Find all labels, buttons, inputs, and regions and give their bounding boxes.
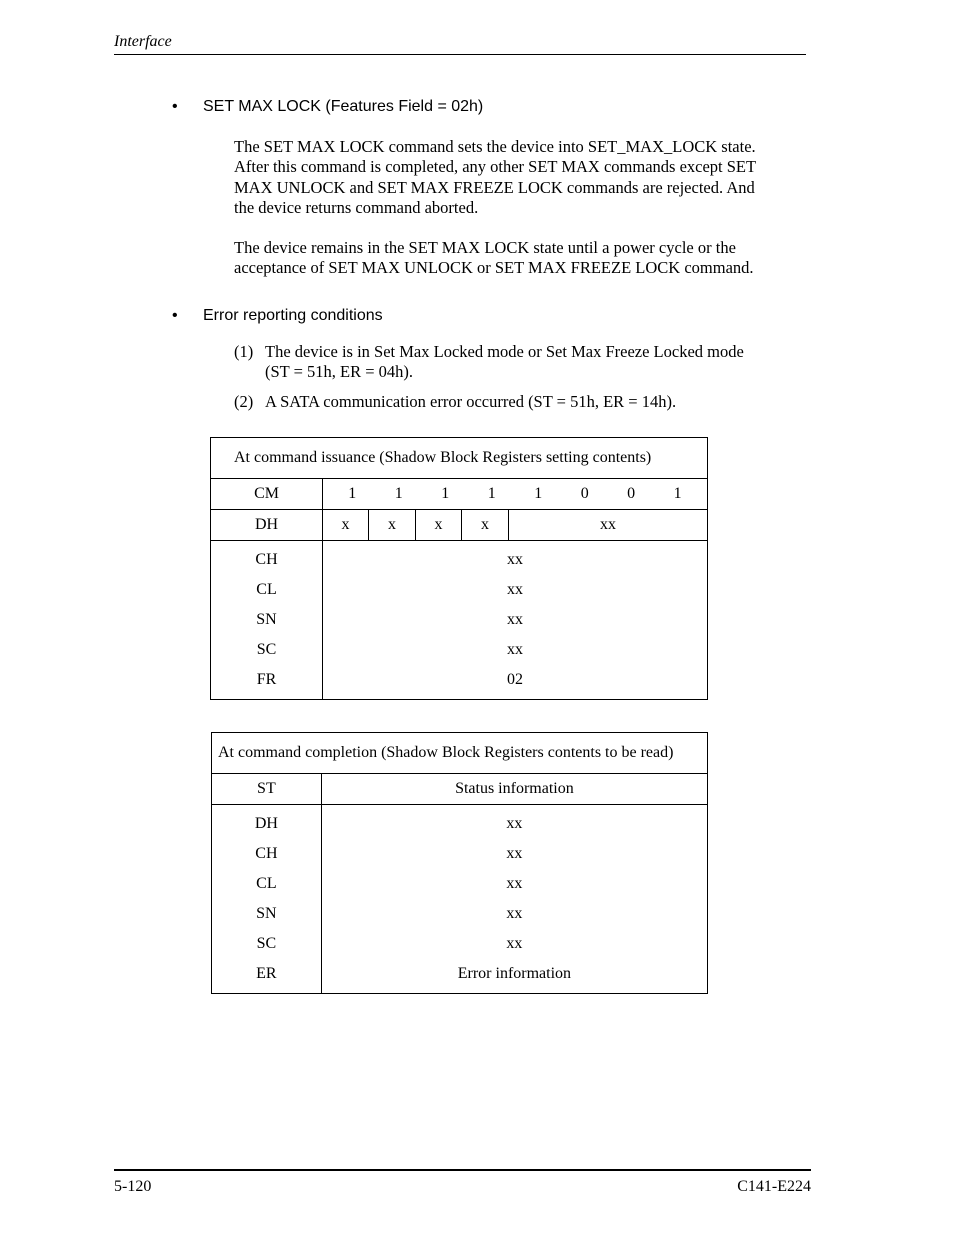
bit-value: x [416, 510, 462, 541]
register-label: CH [255, 845, 278, 862]
register-label: CH [255, 551, 278, 568]
page-number: 5-120 [114, 1178, 152, 1195]
register-value: Error information [457, 965, 572, 982]
bit-value: x [369, 510, 416, 541]
register-value: xx [506, 905, 523, 922]
text-line: The device remains in the SET MAX LOCK state until a power cycle or the [234, 238, 736, 257]
register-label: CL [256, 875, 277, 892]
paragraph-state [234, 238, 794, 279]
register-label: SN [256, 611, 277, 628]
register-label: CL [256, 581, 277, 598]
page-header [114, 33, 806, 55]
bit-value: 0 [580, 485, 589, 502]
command-issuance-table [210, 437, 708, 700]
text-line: The SET MAX LOCK command sets the device into SET_MAX_LOCK state. [234, 137, 756, 156]
text-line: (ST = 51h, ER = 04h). [265, 362, 414, 382]
text-line: acceptance of SET MAX UNLOCK or SET MAX FREEZE LOCK command. [234, 258, 754, 278]
register-value: xx [506, 875, 523, 892]
paragraph-description [234, 137, 794, 218]
register-label: FR [256, 671, 277, 688]
register-value: xx [506, 845, 523, 862]
list-number: (2) [234, 392, 254, 411]
list-number: (1) [234, 342, 254, 361]
register-values [323, 541, 708, 700]
register-label-st: ST [212, 774, 322, 805]
command-completion-table [211, 732, 708, 994]
text-line: the device returns command aborted. [234, 197, 479, 217]
bit-value: 1 [673, 485, 682, 502]
register-values [321, 805, 707, 994]
table-caption: At command completion (Shadow Block Registers contents to be read) [212, 733, 708, 774]
bit-value: x [323, 510, 369, 541]
status-information: Status information [321, 774, 707, 805]
bit-value: 1 [534, 485, 543, 502]
bit-value: 0 [627, 485, 636, 502]
register-value: xx [507, 551, 524, 568]
register-value: xx [507, 581, 524, 598]
register-value: xx [506, 935, 523, 952]
text-line: After this command is completed, any other SET MAX commands except SET [234, 157, 757, 177]
register-value: 02 [507, 671, 524, 688]
register-label: DH [254, 815, 278, 832]
section-heading: Error reporting conditions [203, 307, 383, 324]
register-label: SC [256, 641, 277, 658]
bit-value: 1 [348, 485, 357, 502]
text-line: MAX UNLOCK and SET MAX FREEZE LOCK commands are rejected. And [234, 177, 755, 197]
bit-value: 1 [487, 485, 496, 502]
bullet-dot: • [172, 98, 178, 115]
register-labels [211, 541, 323, 700]
register-label-cm: CM [211, 479, 323, 510]
text-line: The device is in Set Max Locked mode or Set Max Freeze Locked mode [265, 342, 744, 361]
register-value: xx [507, 611, 524, 628]
bit-value: x [461, 510, 508, 541]
dh-rest-value: xx [508, 510, 707, 541]
register-label: ER [256, 965, 277, 982]
table-caption: At command issuance (Shadow Block Registers setting contents) [211, 438, 708, 479]
register-label-dh: DH [211, 510, 323, 541]
cm-bits [323, 479, 708, 510]
page-footer [114, 1169, 811, 1195]
bit-value: 1 [394, 485, 403, 502]
bit-value: 1 [441, 485, 450, 502]
section-heading: SET MAX LOCK (Features Field = 02h) [203, 98, 484, 115]
document-id: C141-E224 [737, 1178, 811, 1195]
register-labels [212, 805, 322, 994]
text-line: A SATA communication error occurred (ST = 51h, ER = 14h). [265, 392, 677, 411]
register-value: xx [506, 815, 523, 832]
bullet-dot: • [172, 307, 178, 324]
header-title: Interface [114, 33, 172, 50]
register-value: xx [507, 641, 524, 658]
register-label: SC [256, 935, 277, 952]
register-label: SN [256, 905, 277, 922]
